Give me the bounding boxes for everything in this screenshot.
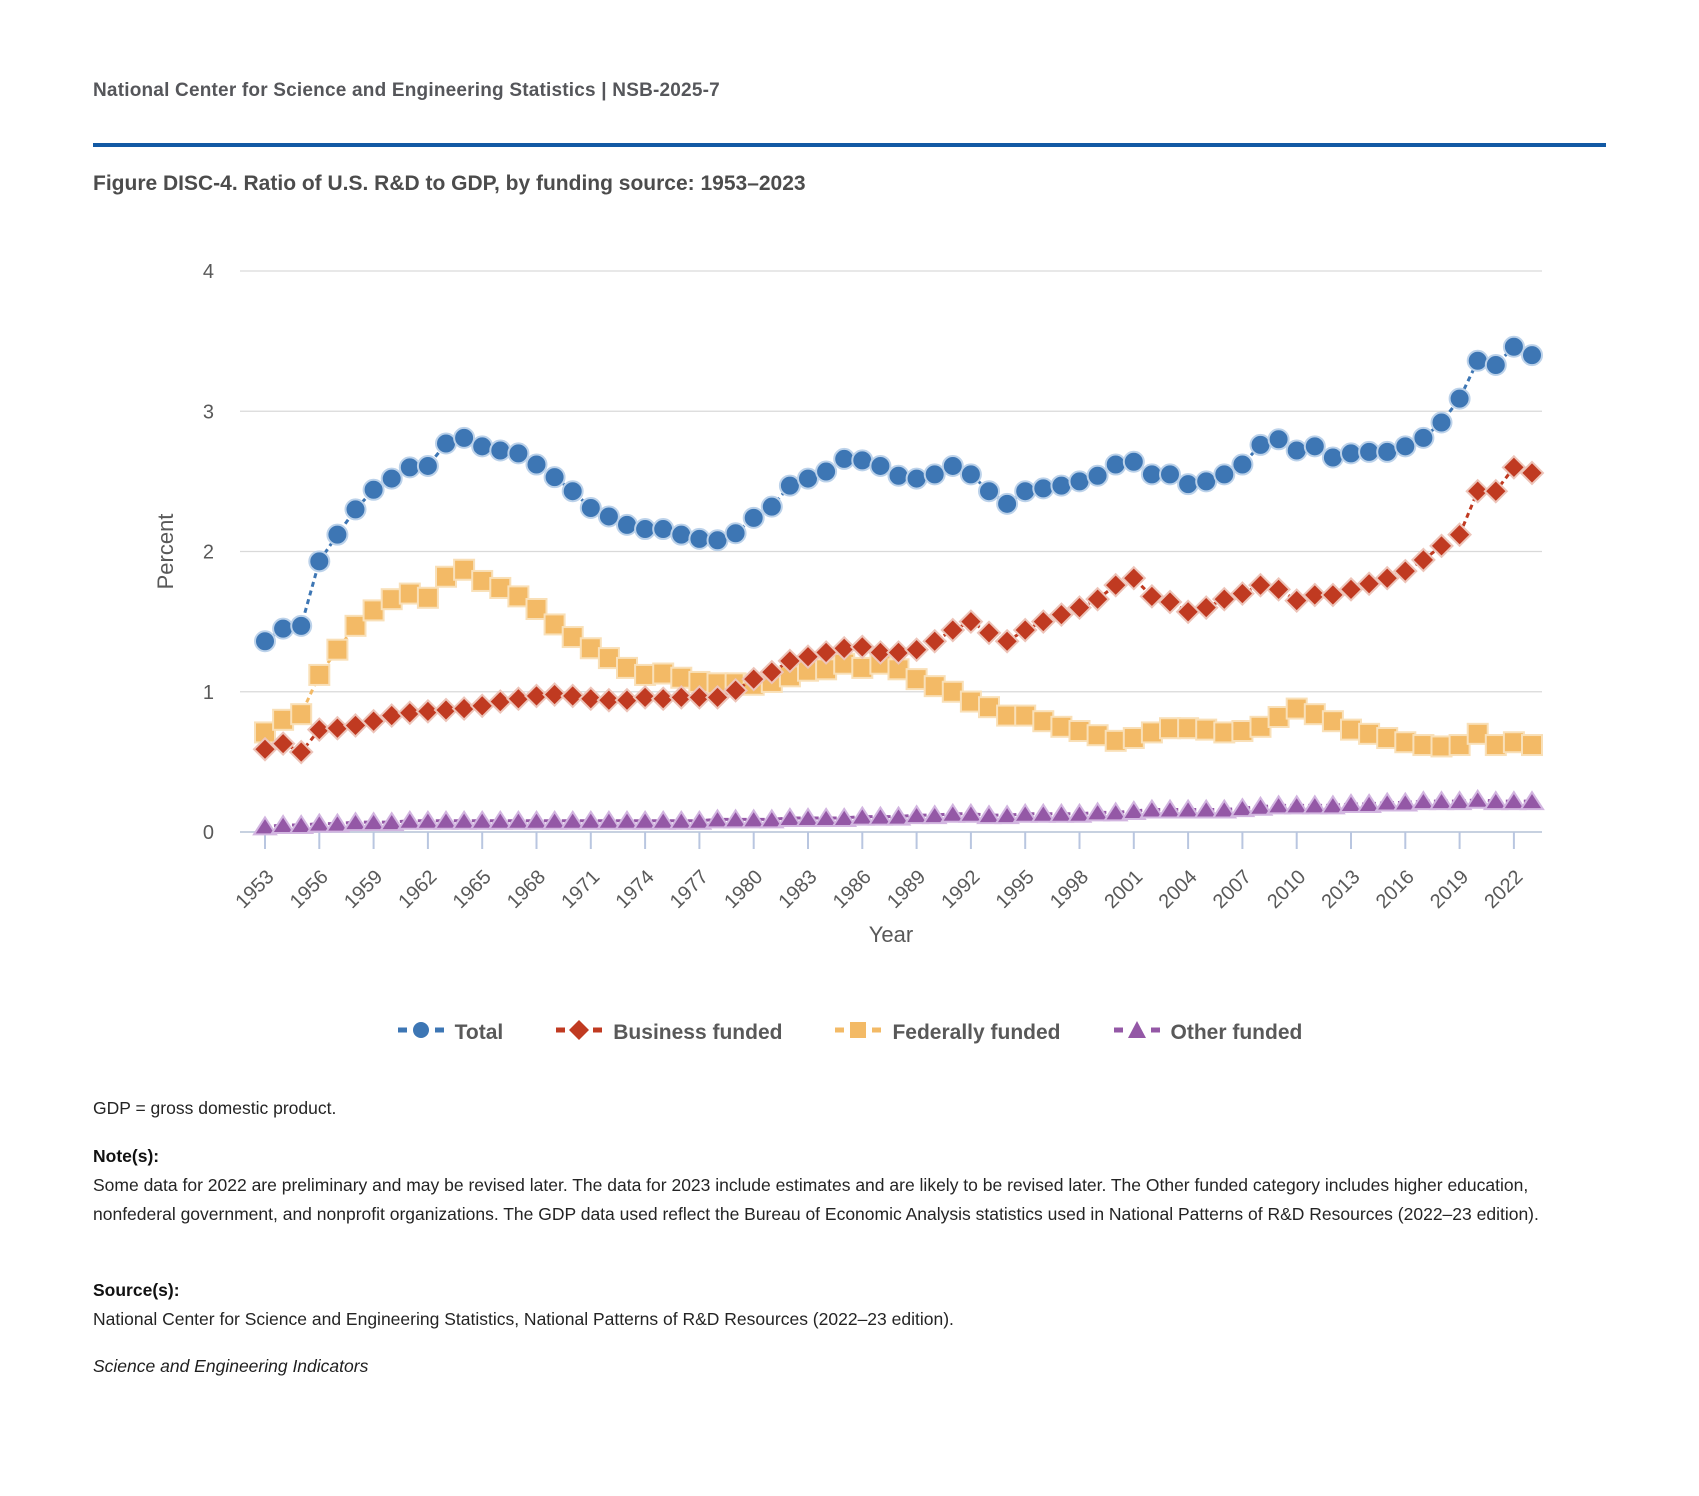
data-point-marker <box>1340 578 1362 600</box>
legend-item-other-funded[interactable] <box>1113 1018 1303 1047</box>
data-point-marker <box>961 692 981 712</box>
x-tick-label: 1962 <box>394 865 442 914</box>
data-point-marker <box>925 464 945 484</box>
data-point-marker <box>1070 471 1090 491</box>
data-point-marker <box>545 467 565 487</box>
data-point-marker <box>454 560 474 580</box>
data-point-marker <box>1522 735 1542 755</box>
data-point-marker <box>943 456 963 476</box>
legend-item-business-funded[interactable] <box>555 1018 782 1047</box>
data-point-marker <box>382 589 402 609</box>
data-point-marker <box>490 441 510 461</box>
data-point-marker <box>581 498 601 518</box>
notes-label: Note(s): <box>93 1146 160 1166</box>
figure-title: Figure DISC-4. Ratio of U.S. R&D to GDP, by funding source: 1953–2023 <box>93 172 806 195</box>
data-point-marker <box>708 530 728 550</box>
y-axis-title: Percent <box>153 513 178 590</box>
x-tick-label: 1968 <box>503 865 551 914</box>
sources-text: National Center for Science and Engineering Statistics, National Patterns of R&D Resources (2022–23 edition). <box>93 1309 954 1329</box>
data-point-marker <box>346 499 366 519</box>
data-point-marker <box>907 669 927 689</box>
data-point-marker <box>1051 476 1071 496</box>
data-point-marker <box>418 456 438 476</box>
data-point-marker <box>997 494 1017 514</box>
data-point-marker <box>1450 735 1470 755</box>
data-point-marker <box>689 529 709 549</box>
data-point-marker <box>326 717 348 739</box>
square-legend-glyph-icon <box>834 1018 882 1042</box>
data-point-marker <box>1287 699 1307 719</box>
report-header: National Center for Science and Engineering Statistics | NSB-2025-7 <box>93 80 720 101</box>
data-point-marker <box>1504 732 1524 752</box>
data-point-marker <box>562 685 584 707</box>
data-point-marker <box>1269 429 1289 449</box>
data-point-marker <box>599 648 619 668</box>
data-point-marker <box>1432 736 1452 756</box>
x-tick-label: 2013 <box>1317 865 1365 914</box>
data-point-marker <box>997 706 1017 726</box>
x-tick-label: 1974 <box>611 865 659 914</box>
x-tick-label: 1992 <box>937 865 985 914</box>
data-point-marker <box>925 676 945 696</box>
legend-item-federally-funded[interactable] <box>834 1018 1060 1047</box>
legend-item-total[interactable] <box>397 1018 504 1047</box>
y-tick-label: 0 <box>202 822 214 844</box>
data-point-marker <box>744 508 764 528</box>
other-series-marker-icon <box>1113 1018 1161 1047</box>
data-point-marker <box>1196 720 1216 740</box>
data-point-marker <box>327 640 347 660</box>
data-point-marker <box>1341 443 1361 463</box>
data-point-marker <box>1358 573 1380 595</box>
data-point-marker <box>363 710 385 732</box>
data-point-marker <box>581 638 601 658</box>
x-axis-title: Year <box>868 922 914 947</box>
data-point-marker <box>617 658 637 678</box>
data-point-marker <box>1070 721 1090 741</box>
data-point-marker <box>1341 720 1361 740</box>
data-point-marker <box>345 714 367 736</box>
data-point-marker <box>563 627 583 647</box>
data-point-marker <box>418 588 438 608</box>
data-point-marker <box>1359 724 1379 744</box>
data-point-marker <box>1124 728 1144 748</box>
data-point-marker <box>545 614 565 634</box>
x-tick-label: 1998 <box>1046 865 1094 914</box>
data-point-marker <box>1178 718 1198 738</box>
federal-series-marker-icon <box>834 1018 882 1047</box>
gdp-abbreviation-note: GDP = gross domestic product. <box>93 1098 337 1118</box>
data-point-marker <box>726 523 746 543</box>
data-point-marker <box>1106 731 1126 751</box>
data-point-marker <box>255 631 275 651</box>
data-point-marker <box>563 481 583 501</box>
legend-label-business-funded: Business funded <box>613 1020 783 1044</box>
sources-label: Source(s): <box>93 1280 180 1300</box>
business-series-marker-icon <box>555 1018 603 1047</box>
data-point-marker <box>471 695 493 717</box>
data-point-marker <box>1196 471 1216 491</box>
data-point-marker <box>979 481 999 501</box>
series-total <box>255 337 1542 652</box>
data-point-marker <box>1251 435 1271 455</box>
data-point-marker <box>852 658 872 678</box>
data-point-marker <box>273 710 293 730</box>
data-point-marker <box>653 664 673 684</box>
data-point-marker <box>780 476 800 496</box>
data-point-marker <box>961 464 981 484</box>
data-point-marker <box>870 456 890 476</box>
data-point-marker <box>346 616 366 636</box>
data-point-marker <box>1359 442 1379 462</box>
x-tick-label: 2010 <box>1263 865 1311 914</box>
data-point-marker <box>889 466 909 486</box>
data-point-marker <box>364 600 384 620</box>
data-point-marker <box>907 469 927 489</box>
data-point-marker <box>527 599 547 619</box>
data-point-marker <box>507 688 529 710</box>
x-tick-label: 1956 <box>285 865 333 914</box>
data-point-marker <box>508 443 528 463</box>
data-point-marker <box>1287 441 1307 461</box>
series-other-funded <box>254 791 1543 835</box>
data-point-marker <box>1450 389 1470 409</box>
x-tick-label: 1995 <box>991 865 1039 914</box>
data-point-marker <box>599 506 619 526</box>
data-point-marker <box>382 469 402 489</box>
data-point-marker <box>1232 455 1252 475</box>
data-point-marker <box>1142 722 1162 742</box>
y-tick-label: 4 <box>202 261 214 283</box>
data-point-marker <box>527 455 547 475</box>
data-point-marker <box>453 698 475 720</box>
x-tick-label: 2001 <box>1100 865 1148 914</box>
data-point-marker <box>1432 412 1452 432</box>
data-point-marker <box>1232 721 1252 741</box>
data-point-marker <box>1033 711 1053 731</box>
chart-legend <box>0 1018 1699 1047</box>
data-point-marker <box>1468 351 1488 371</box>
data-point-marker <box>1178 474 1198 494</box>
x-tick-label: 1983 <box>774 865 822 914</box>
indicators-attribution: Science and Engineering Indicators <box>93 1356 369 1376</box>
total-series-marker-icon <box>397 1018 445 1047</box>
data-point-marker <box>762 497 782 517</box>
x-tick-label: 1971 <box>557 865 605 914</box>
data-point-marker <box>1395 732 1415 752</box>
x-tick-label: 1953 <box>231 865 279 914</box>
data-point-marker <box>1286 590 1308 612</box>
legend-label-total: Total <box>454 1020 504 1044</box>
triangle-legend-glyph-icon <box>1113 1018 1161 1042</box>
x-tick-label: 2004 <box>1154 865 1202 914</box>
x-tick-label: 2022 <box>1480 865 1528 914</box>
data-point-marker <box>1395 436 1415 456</box>
data-point-marker <box>1088 466 1108 486</box>
data-point-marker <box>617 515 637 535</box>
data-point-marker <box>454 428 474 448</box>
y-tick-label: 2 <box>202 541 214 564</box>
data-point-marker <box>291 704 311 724</box>
notes-text: Some data for 2022 are preliminary and may be revised later. The data for 2023 include estimates and are likely to be revised later. The Other funded category includes higher education, nonfederal government, and nonprofit organizations. The GDP data used reflect the Bureau of Economic Analysis statistics used in National Patterns of R&D Resources (2022–23 edition). <box>93 1175 1539 1224</box>
data-point-marker <box>309 665 329 685</box>
x-tick-label: 1986 <box>828 865 876 914</box>
data-point-marker <box>291 616 311 636</box>
data-point-marker <box>635 519 655 539</box>
data-point-marker <box>979 697 999 717</box>
data-point-marker <box>1377 442 1397 462</box>
data-point-marker <box>381 705 403 727</box>
data-point-marker <box>436 567 456 587</box>
data-point-marker <box>1051 717 1071 737</box>
x-tick-label: 1965 <box>448 865 496 914</box>
data-point-marker <box>327 525 347 545</box>
x-tick-label: 2007 <box>1208 865 1256 914</box>
y-tick-label: 1 <box>202 681 214 704</box>
x-tick-label: 2016 <box>1371 865 1419 914</box>
data-point-marker <box>1160 464 1180 484</box>
data-point-marker <box>1413 735 1433 755</box>
data-point-marker <box>490 578 510 598</box>
data-point-marker <box>309 551 329 571</box>
data-point-marker <box>273 619 293 639</box>
data-point-marker <box>1486 355 1506 375</box>
data-point-marker <box>1268 578 1290 600</box>
data-point-marker <box>1159 591 1181 613</box>
data-point-marker <box>489 691 511 713</box>
data-point-marker <box>1305 436 1325 456</box>
legend-label-federally-funded: Federally funded <box>892 1020 1061 1044</box>
data-point-marker <box>1322 584 1344 606</box>
data-point-marker <box>472 436 492 456</box>
x-tick-label: 1989 <box>883 865 931 914</box>
diamond-legend-glyph-icon <box>555 1018 603 1042</box>
data-point-marker <box>671 525 691 545</box>
data-point-marker <box>671 668 691 688</box>
data-point-marker <box>1088 725 1108 745</box>
y-tick-label: 3 <box>202 401 214 424</box>
data-point-marker <box>1468 724 1488 744</box>
x-tick-label: 1959 <box>340 865 388 914</box>
data-point-marker <box>472 571 492 591</box>
data-point-marker <box>653 519 673 539</box>
data-point-marker <box>943 682 963 702</box>
x-tick-label: 1977 <box>665 865 713 914</box>
data-point-marker <box>1160 718 1180 738</box>
data-point-marker <box>1522 345 1542 365</box>
data-point-marker <box>1177 601 1199 623</box>
data-point-marker <box>1269 707 1289 727</box>
data-point-marker <box>1142 464 1162 484</box>
circle-legend-glyph-icon <box>397 1018 445 1042</box>
data-point-marker <box>1504 337 1524 357</box>
data-point-marker <box>1033 478 1053 498</box>
data-point-marker <box>436 434 456 454</box>
data-point-marker <box>1124 452 1144 472</box>
data-point-marker <box>816 462 836 482</box>
data-point-marker <box>364 480 384 500</box>
data-point-marker <box>508 586 528 606</box>
data-point-marker <box>1106 455 1126 475</box>
data-point-marker <box>1214 722 1234 742</box>
data-point-marker <box>1486 735 1506 755</box>
data-point-marker <box>834 449 854 469</box>
data-point-marker <box>852 450 872 470</box>
x-tick-label: 2019 <box>1426 865 1474 914</box>
data-point-marker <box>1305 704 1325 724</box>
series-business-funded <box>254 456 1543 763</box>
data-point-marker <box>1449 524 1471 546</box>
data-point-marker <box>1251 717 1271 737</box>
data-point-marker <box>616 689 638 711</box>
data-point-marker <box>1377 728 1397 748</box>
data-point-marker <box>1413 428 1433 448</box>
data-point-marker <box>1214 464 1234 484</box>
legend-label-other-funded: Other funded <box>1170 1020 1303 1044</box>
x-tick-label: 1980 <box>720 865 768 914</box>
data-point-marker <box>798 469 818 489</box>
data-point-marker <box>1323 448 1343 468</box>
data-point-marker <box>1323 711 1343 731</box>
data-point-marker <box>1015 706 1035 726</box>
data-point-marker <box>1521 462 1543 484</box>
data-point-marker <box>1015 481 1035 501</box>
data-point-marker <box>635 665 655 685</box>
data-point-marker <box>400 457 420 477</box>
data-point-marker <box>400 584 420 604</box>
